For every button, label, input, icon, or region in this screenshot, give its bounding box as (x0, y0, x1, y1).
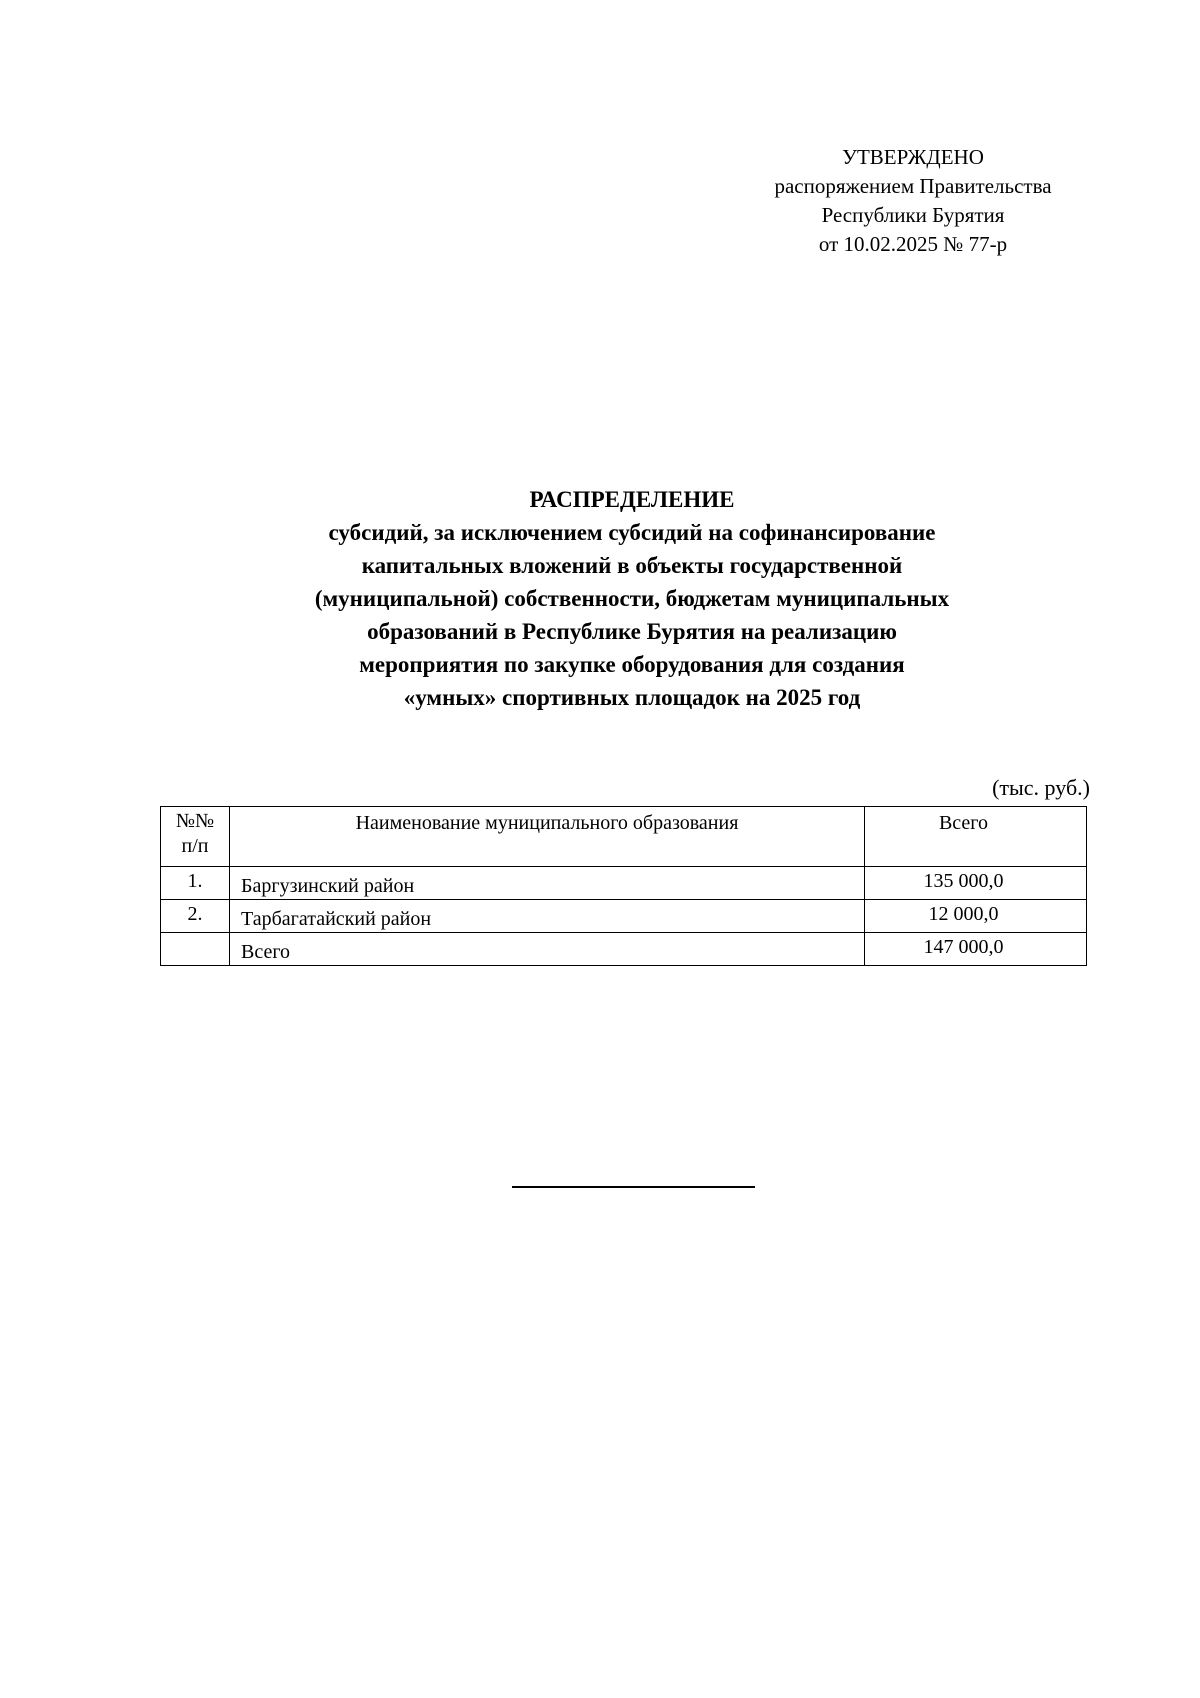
units-label: (тыс. руб.) (992, 775, 1090, 800)
title-line: (муниципальной) собственности, бюджетам муниципальных (314, 586, 950, 611)
approval-stamp (740, 143, 1086, 259)
header-number (161, 807, 230, 867)
row-number: 2. (161, 900, 230, 933)
row-total: 147 000,0 (865, 933, 1087, 966)
header-total: Всего (865, 807, 1087, 867)
header-number-line1: №№ (175, 810, 215, 832)
title-line: «умных» спортивных площадок на 2025 год (403, 685, 861, 710)
approval-heading: УТВЕРЖДЕНО (842, 145, 984, 169)
closing-divider (512, 1186, 755, 1188)
table-header-row (161, 807, 1087, 867)
header-municipality: Наименование муниципального образования (230, 807, 865, 867)
title-line: капитальных вложений в объекты государственной (361, 553, 903, 578)
row-number: 1. (161, 867, 230, 900)
approval-authority: Республики Бурятия (821, 203, 1005, 227)
approval-order-type: распоряжением Правительства (774, 174, 1052, 198)
row-municipality: Всего (230, 933, 865, 966)
row-total: 12 000,0 (865, 900, 1087, 933)
title-line: мероприятия по закупке оборудования для создания (359, 652, 905, 677)
table-row (161, 900, 1087, 933)
title-line: субсидий, за исключением субсидий на софинансирование (328, 520, 936, 545)
title-heading: РАСПРЕДЕЛЕНИЕ (529, 487, 735, 512)
document-title (200, 483, 1064, 714)
table-total-row (161, 933, 1087, 966)
approval-date-number: от 10.02.2025 № 77-р (818, 232, 1008, 256)
header-number-line2: п/п (181, 835, 209, 857)
title-line: образований в Республике Бурятия на реализацию (367, 619, 897, 644)
table-row (161, 867, 1087, 900)
row-municipality: Тарбагатайский район (230, 900, 865, 933)
row-total: 135 000,0 (865, 867, 1087, 900)
row-number (161, 933, 230, 966)
row-municipality: Баргузинский район (230, 867, 865, 900)
distribution-table (160, 806, 1087, 966)
